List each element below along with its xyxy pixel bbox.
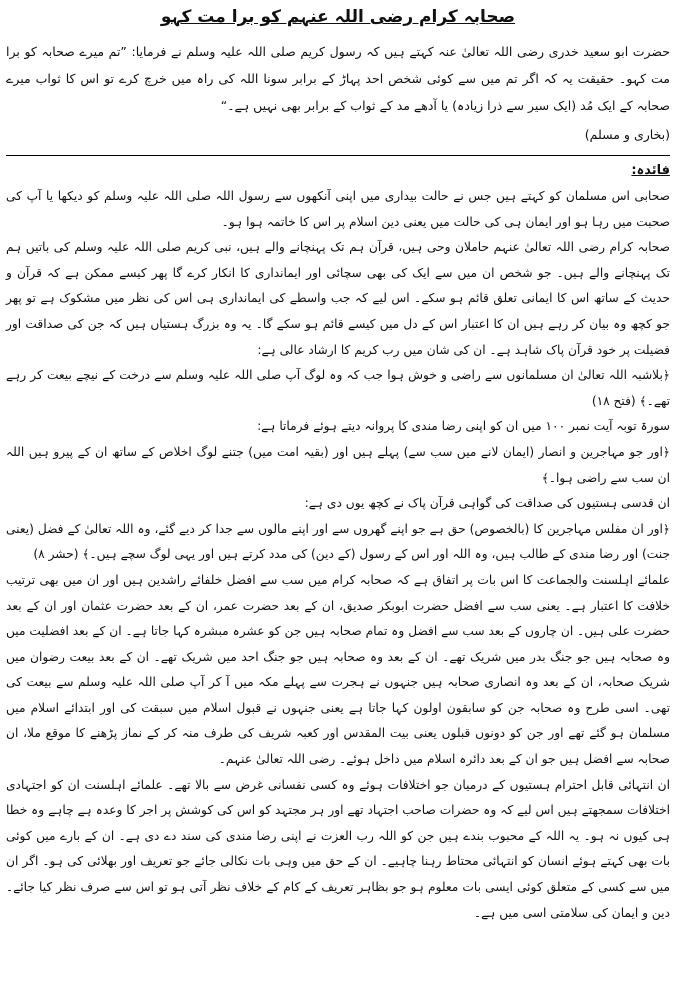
faida-heading: فائدہ:: [631, 163, 670, 178]
paragraph-tauba-intro: سورۃ توبہ آیت نمبر ۱۰۰ میں ان کو اپنی رضا مندی کا پروانہ دیتے ہوئے فرماتا ہے:: [257, 419, 670, 434]
paragraph-differences: ان انتہائی قابل احترام ہستیوں کے درمیان جو اختلافات ہوئے وہ کسی نفسانی غرض سے بالا تھے۔ علمائے اہلسنت ان کو اجتہادی اختلافات سمجھتے ہیں اس لیے کہ وہ حضرات صاحب اجتہاد تھے اور ہر مجتہد کو اس کی کوشش پر اجر کا وعدہ ہے چاہے وہ خطا ہی کیوں نہ ہو۔ یہ اللہ کے محبوب بندے ہیں جن کو اللہ رب العزت نے اپنی رضا مندی کی سند دے دی ہے۔ ان کے بارے میں کوئی بات بھی کہتے ہوئے انسان کو انتہائی محتاط رہنا چاہیے۔ ان کے حق میں وہی بات نکالی جائے جو تعریف اور بھلائی کی ہو۔ اگر ان میں سے کسی کے متعلق کوئی ایسی بات معلوم ہو جو بظاہر تعریف کے کام کے خلاف نظر آتی ہو تو اس سے صرف نظر کیا جائے۔ دین و ایمان کی سلامتی اسی میں ہے۔: [6, 777, 670, 920]
quran-quote-hashr: ﴿اور ان مفلس مہاجرین کا (بالخصوص) حق ہے جو اپنے گھروں سے اور اپنے مالوں سے جدا کر دیے گئے، وہ اللہ تعالیٰ کے فضل (یعنی جنت) اور رضا مندی کے طالب ہیں، وہ اللہ اور اس کے رسول (کے دین) کی مدد کرتے ہیں اور یہی لوگ سچے ہیں۔﴾ (حشر ۸): [6, 521, 670, 562]
divider: [6, 155, 670, 156]
paragraph-companions-role: صحابہ کرام رضی اللہ تعالیٰ عنہم حاملان وحی ہیں، قرآن ہم تک پہنچانے والے ہیں، نبی کریم صلی اللہ علیہ وسلم کی باتیں ہم تک پہنچانے والے ہیں۔ جو شخص ان میں سے ایک کی بھی سچائی اور ایمانداری کا انکار کرے گا پھر کیسے ممکن ہے کہ قرآن و حدیث کے ساتھ اس کا ایمانی تعلق قائم ہو سکے۔ اس لیے کہ جب واسطے کی ایمانداری ہی اس کی نظر میں مشکوک ہے تو پھر جو کچھ وہ بیان کر رہے ہیں ان کا اعتبار اس کے دل میں کیسے قائم ہو سکے گا۔ یہ وہ بزرگ ہستیاں ہیں کہ جن کی صداقت اور فضیلت پر خود قرآن پاک شاہد ہے۔ ان کی شان میں رب کریم کا ارشاد عالی ہے:: [6, 240, 670, 357]
paragraph-definition: صحابی اس مسلمان کو کہتے ہیں جس نے حالت بیداری میں اپنی آنکھوں سے رسول اللہ صلی اللہ علیہ وسلم کو دیکھا یا آپ کی صحبت میں رہا ہو اور ایمان ہی کی حالت میں یعنی دین اسلام پر اس کا خاتمہ ہوا ہو۔: [6, 189, 670, 229]
document-page: [6, 4, 670, 926]
quran-quote-fath: ﴿بلاشبہ اللہ تعالیٰ ان مسلمانوں سے راضی و خوش ہوا جب کہ وہ لوگ آپ صلی اللہ علیہ وسلم سے درخت کے نیچے بیعت کر رہے تھے۔﴾ (فتح ۱۸): [6, 368, 670, 408]
paragraph-ranking: علمائے اہلسنت والجماعت کا اس بات پر اتفاق ہے کہ صحابہ کرام میں سب سے افضل خلفائے راشدین ہیں اور ان میں بھی ترتیب خلافت کا اعتبار ہے۔ یعنی سب سے افضل حضرت ابوبکر صدیق، ان کے بعد حضرت عمر، ان کے بعد حضرت عثمان اور ان کے بعد حضرت علی ہیں۔ ان چاروں کے بعد سب سے افضل وہ تمام صحابہ ہیں جن کو عشرہ مبشرہ کہا جاتا ہے۔ ان کے بعد افضلیت میں وہ صحابہ ہیں جو جنگ بدر میں شریک تھے۔ ان کے بعد وہ صحابہ ہیں جو جنگ احد میں شریک تھے۔ ان کے بعد بیعت رضوان میں شریک صحابہ، ان کے بعد وہ انصاری صحابہ ہیں جنہوں نے ہجرت سے پہلے مکہ میں آ کر آپ صلی اللہ علیہ وسلم سے بیعت کی تھی۔ اسی طرح وہ صحابہ جن کو سابقون اولون کہا جاتا ہے یعنی جنہوں نے قبول اسلام میں سبقت کی اور ابتدائے اسلام میں مسلمان ہو گئے تھے اور جن کو دونوں قبلوں یعنی بیت المقدس اور کعبہ شریف کی طرف منہ کر کے نماز پڑھنے کا موقع ملا، ان صحابہ سے افضل ہیں جو ان کے بعد دائرہ اسلام میں داخل ہوئے۔ رضی اللہ تعالیٰ عنہم۔: [6, 572, 670, 767]
page-title: صحابہ کرام رضی اللہ عنہم کو برا مت کہو: [160, 7, 516, 27]
paragraph-hashr-intro: ان قدسی ہستیوں کی صداقت کی گواہی قرآن پاک نے کچھ یوں دی ہے:: [304, 496, 670, 511]
hadith-text: حضرت ابو سعید خدری رضی اللہ تعالیٰ عنہ کہتے ہیں کہ رسول کریم صلی اللہ علیہ وسلم نے فرمایا: ”تم میرے صحابہ کو برا مت کہو۔ حقیقت یہ کہ اگر تم میں سے کوئی شخص احد پہاڑ کے برابر سونا اللہ کی راہ میں خرچ کرے تو اس کا ثواب میرے صحابہ کے ایک مُد (ایک سیر سے ذرا زیادہ) یا آدھے مد کے ثواب کے برابر بھی نہیں ہے۔“: [6, 44, 670, 113]
quran-quote-tauba: ﴿اور جو مہاجرین و انصار (ایمان لانے میں سب سے) پہلے ہیں اور (بقیہ امت میں) جتنے لوگ اخلاص کے ساتھ ان کے پیرو ہیں اللہ ان سب سے راضی ہوا۔﴾: [6, 444, 670, 485]
hadith-reference: (بخاری و مسلم): [584, 127, 670, 142]
